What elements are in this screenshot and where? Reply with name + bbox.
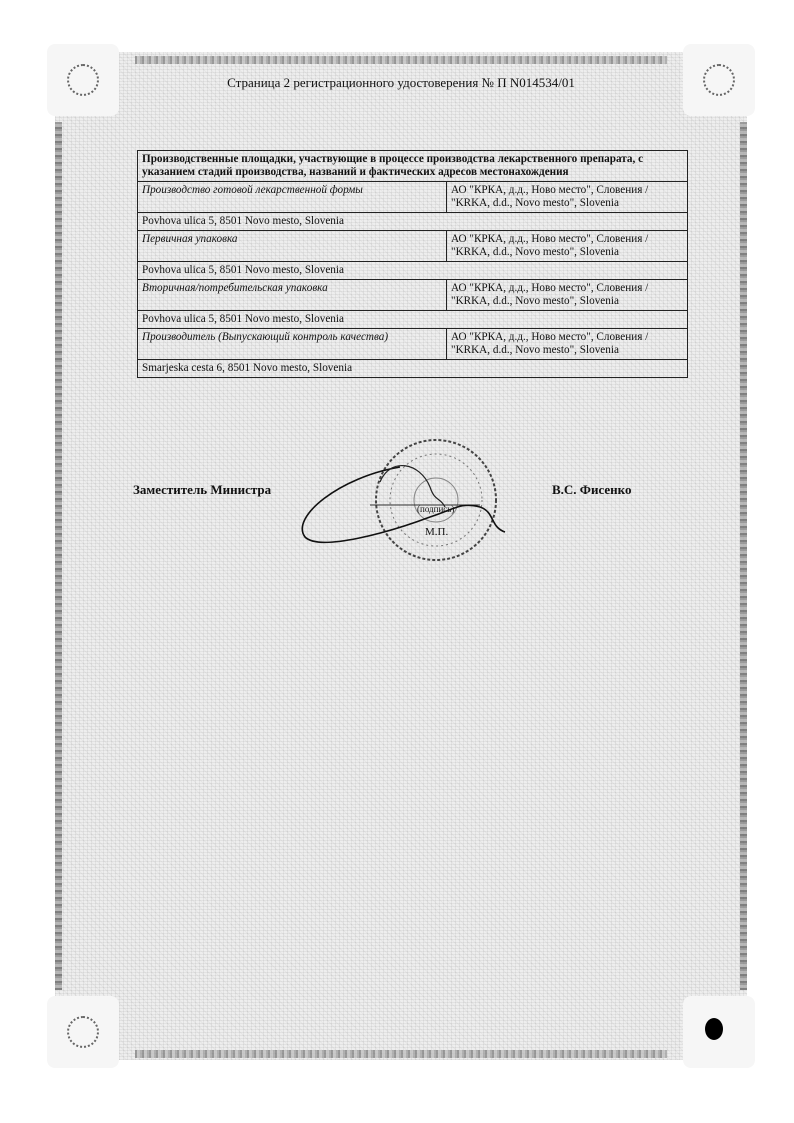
signer-position: Заместитель Министра [133, 482, 272, 497]
table-title: Производственные площадки, участвующие в процессе производства лекарственного препарата, с указанием стадий производства, названий и фактических адресов местонахождения [138, 151, 688, 182]
stage-cell: Производство готовой лекарственной формы [138, 182, 447, 213]
company-cell: АО "КРКА, д.д., Ново место", Словения / "KRKA, d.d., Novo mesto", Slovenia [447, 280, 688, 311]
handwritten-signature [280, 447, 530, 557]
signer-name: В.С. Фисенко [552, 482, 632, 497]
hole-punch-icon [705, 1018, 723, 1040]
page-border-right [740, 122, 747, 990]
production-sites-table [137, 150, 688, 378]
table-row [138, 329, 688, 360]
address-cell: Povhova ulica 5, 8501 Novo mesto, Slovenia [138, 311, 688, 329]
table-row [138, 280, 688, 311]
address-cell: Smarjeska cesta 6, 8501 Novo mesto, Slovenia [138, 360, 688, 378]
page-border-left [55, 122, 62, 990]
page-header: Страница 2 регистрационного удостоверения № П N014534/01 [227, 75, 575, 90]
certificate-page [55, 52, 747, 1060]
company-cell: АО "КРКА, д.д., Ново место", Словения / "KRKA, d.d., Novo mesto", Slovenia [447, 329, 688, 360]
address-cell: Povhova ulica 5, 8501 Novo mesto, Slovenia [138, 262, 688, 280]
corner-ornament [47, 996, 119, 1068]
signature-caption: (подпись) [417, 504, 455, 514]
table-row [138, 231, 688, 262]
page-border-bottom [135, 1050, 667, 1058]
stage-cell: Вторичная/потребительская упаковка [138, 280, 447, 311]
address-cell: Povhova ulica 5, 8501 Novo mesto, Slovenia [138, 213, 688, 231]
page-border-top [135, 56, 667, 64]
company-cell: АО "КРКА, д.д., Ново место", Словения / "KRKA, d.d., Novo mesto", Slovenia [447, 231, 688, 262]
corner-ornament [683, 996, 755, 1068]
seal-caption: М.П. [425, 526, 449, 538]
table-row [138, 182, 688, 213]
company-cell: АО "КРКА, д.д., Ново место", Словения / "KRKA, d.d., Novo mesto", Slovenia [447, 182, 688, 213]
stage-cell: Производитель (Выпускающий контроль качества) [138, 329, 447, 360]
stage-cell: Первичная упаковка [138, 231, 447, 262]
